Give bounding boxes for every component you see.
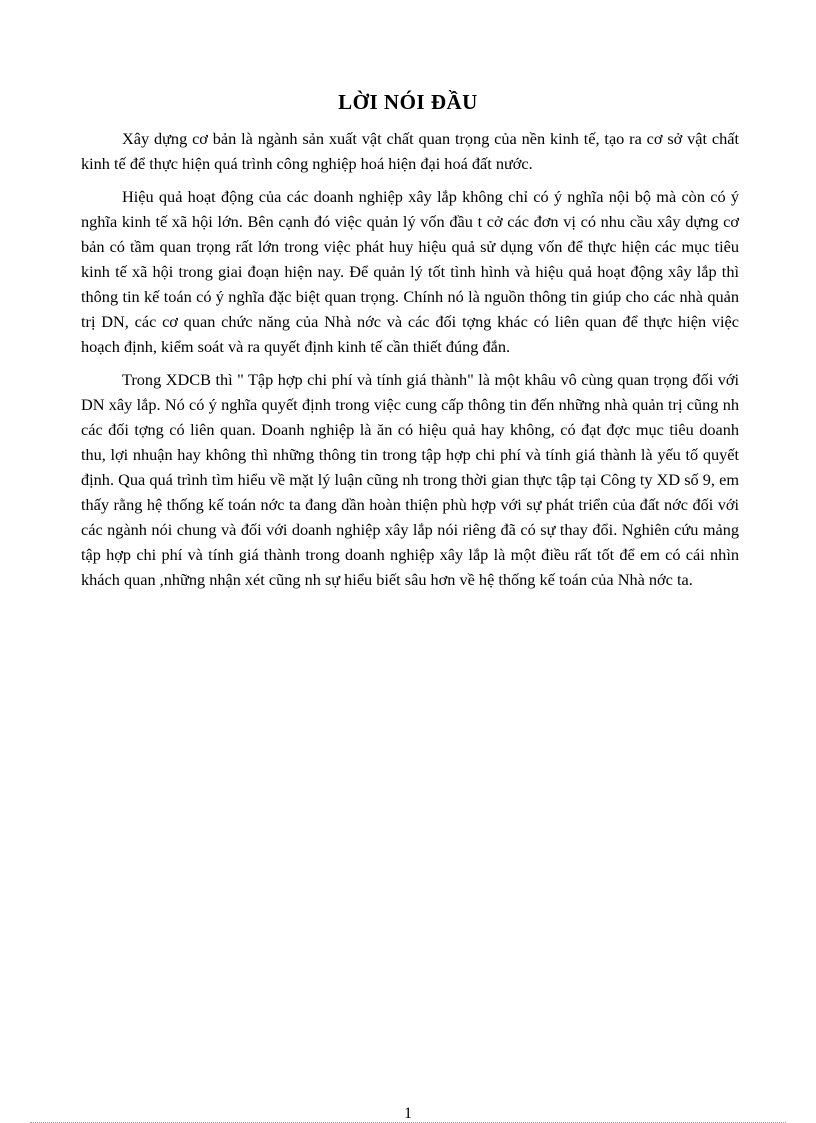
- page-title: LỜI NÓI ĐẦU: [338, 90, 478, 114]
- paragraph: Hiệu quả hoạt động của các doanh nghiệp xây lắp không chỉ có ý nghĩa nội bộ mà còn có ý nghĩa kinh tế xã hội lớn. Bên cạnh đó việc quản lý vốn đầu t cở các đơn vị có nhu cầu xây dựng cơ bản có tầm quan trọng rất lớn trong việc phát huy hiệu quả sử dụng vốn để thực hiện các mục tiêu kinh tế xã hội trong giai đoạn hiện nay. Để quản lý tốt tình hình và hiệu quả hoạt động xây lắp thì thông tin kế toán có ý nghĩa đặc biệt quan trọng. Chính nó là nguồn thông tin giúp cho các nhà quản trị DN, các cơ quan chức năng của Nhà nớc và các đối tợng khác có liên quan để thực hiện việc hoạch định, kiểm soát và ra quyết định kinh tế cần thiết đúng đắn.: [81, 187, 739, 356]
- page-number: 1: [404, 1105, 412, 1122]
- document-body: [81, 126, 739, 600]
- paragraph: Trong XDCB thì " Tập hợp chi phí và tính giá thành" là một khâu vô cùng quan trọng đối với DN xây lắp. Nó có ý nghĩa quyết định trong việc cung cấp thông tin đến những nhà quản trị cũng nh các đối tợng có liên quan. Doanh nghiệp là ăn có hiệu quả hay không, có đạt đợc mục tiêu doanh thu, lợi nhuận hay không thì những thông tin trong tập hợp chi phí và tính giá thành là yếu tố quyết định. Qua quá trình tìm hiểu về mặt lý luận cũng nh trong thời gian thực tập tại Công ty XD số 9, em thấy rằng hệ thống kế toán nớc ta đang dần hoàn thiện phù hợp với sự phát triển của đất nớc đối với các ngành nói chung và đối với doanh nghiệp xây lắp nói riêng đã có sự thay đổi. Nghiên cứu mảng tập hợp chi phí và tính giá thành trong doanh nghiệp xây lắp là một điều rất tốt để em có cái nhìn khách quan ,những nhận xét cũng nh sự hiểu biết sâu hơn về hệ thống kế toán của Nhà nớc ta.: [81, 370, 739, 589]
- paragraph: Xây dựng cơ bản là ngành sản xuất vật chất quan trọng của nền kinh tế, tạo ra cơ sở vật chất kinh tế để thực hiện quá trình công nghiệp hoá hiện đại hoá đất nước.: [81, 129, 739, 173]
